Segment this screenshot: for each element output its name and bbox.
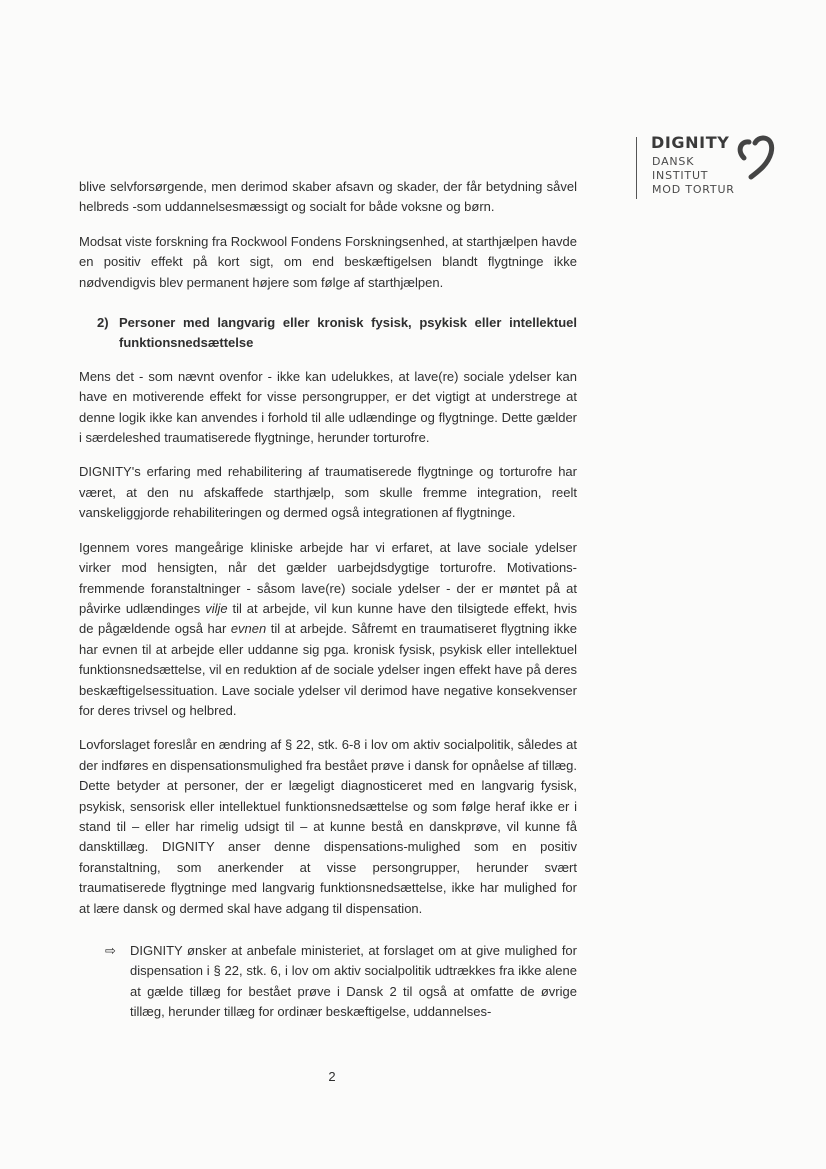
- paragraph-motiverende-effekt: Mens det - som nævnt ovenfor - ikke kan udelukkes, at lave(re) sociale ydelser kan have en motiverende effekt for visse persongrupper, er det vigtigt at understrege at denne logik ikke kan anvendes i forhold til alle udlændinge og flygtninge. Dette gælder i særdeleshed traumatiserede flygtninge, herunder torturofre.: [79, 368, 577, 446]
- logo-line-institut: INSTITUT: [652, 169, 709, 182]
- paragraph-dignity-erfaring: DIGNITY's erfaring med rehabilitering af traumatiserede flygtninge og torturofre har været, at den nu afskaffede starthjælp, som skulle fremme integration, reelt vanskeliggjorde rehabiliteringen og dermed også integrationen af flygtninge.: [79, 464, 577, 521]
- logo-line-dansk: DANSK: [652, 155, 695, 168]
- paragraph-kliniske-arbejde: [79, 538, 577, 722]
- paragraph-selvforsorgende: blive selvforsørgende, men derimod skaber afsavn og skader, der får betydning såvel helbreds -som uddannelsesmæssigt og socialt for både voksne og børn.: [79, 179, 577, 215]
- paragraph-kliniske-part-1: Igennem vores mangeårige kliniske arbejde har vi erfaret, at lave sociale ydelser virker mod hensigten, når det gælder uarbejdsdygtige torturofre. Motivations-fremmende foranstaltninger - såsom lave(re) sociale ydelser - der er møntet på at påvirke udlændinges: [79, 539, 577, 616]
- recommendation-text: DIGNITY ønsker at anbefale ministeriet, at forslaget om at give mulighed for dispensation i § 22, stk. 6, i lov om aktiv socialpolitik udtrækkes fra ikke alene at gælde tillæg for bestået prøve i Dansk 2 til også at omfatte de øvrige tillæg, herunder tillæg for ordinær beskæftigelse, uddannelses-: [130, 943, 577, 1020]
- body-text: [79, 177, 577, 1023]
- dignity-logo: [636, 133, 776, 205]
- section-heading-2: [79, 313, 577, 354]
- page-number: 2: [328, 1069, 336, 1084]
- emphasis-evnen: evnen: [230, 621, 267, 637]
- paragraph-kliniske-part-3: til at arbejde. Såfremt en traumatiseret flygtning ikke har evnen til at arbejde eller uddanne sig pga. kronisk fysisk, psykisk eller intellektuel funktionsnedsættelse, vil en reduktion af de sociale ydelser ingen effekt have på deres beskæftigelsessituation. Lave sociale ydelser vil derimod have negative konsekvenser for deres trivsel og helbred.: [79, 621, 577, 718]
- logo-brand-text: DIGNITY: [651, 133, 730, 152]
- paragraph-rockwool: Modsat viste forskning fra Rockwool Fondens Forskningsenhed, at starthjælpen havde en positiv effekt på kort sigt, om end beskæftigelsen blandt flygtninge ikke nødvendigvis blev permanent højere som følge af starthjælpen.: [79, 233, 577, 290]
- paragraph-kliniske-part-2: til at arbejde, vil kun kunne have den tilsigtede effekt, hvis de pågældende også har: [79, 600, 577, 637]
- heart-logo-icon: [735, 132, 777, 182]
- logo-divider: [636, 137, 637, 199]
- section-number: 2): [97, 315, 109, 331]
- emphasis-vilje: vilje: [205, 600, 228, 616]
- recommendation-bullet: [79, 941, 577, 1023]
- logo-line-mod-tortur: MOD TORTUR: [652, 183, 735, 196]
- arrow-right-icon: ⇨: [105, 943, 116, 958]
- paragraph-lovforslaget: Lovforslaget foreslår en ændring af § 22, stk. 6-8 i lov om aktiv socialpolitik, således at der indføres en dispensationsmulighed fra bestået prøve i dansk for opnåelse af tillæg. Dette betyder at personer, der er lægeligt diagnosticeret med en langvarig fysisk, psykisk, sensorisk eller intellektuel funktionsnedsættelse og som følge heraf ikke er i stand til – eller har rimelig udsigt til – at kunne bestå en danskprøve, vil kunne få dansktillæg. DIGNITY anser denne dispensations-mulighed som en positiv foranstaltning, som anerkender at visse persongrupper, herunder svært traumatiserede flygtninge med langvarig funktionsnedsættelse, ikke har mulighed for at lære dansk og dermed skal have adgang til dispensation.: [79, 737, 577, 916]
- section-title: Personer med langvarig eller kronisk fysisk, psykisk eller intellektuel funktionsnedsættelse: [119, 315, 577, 351]
